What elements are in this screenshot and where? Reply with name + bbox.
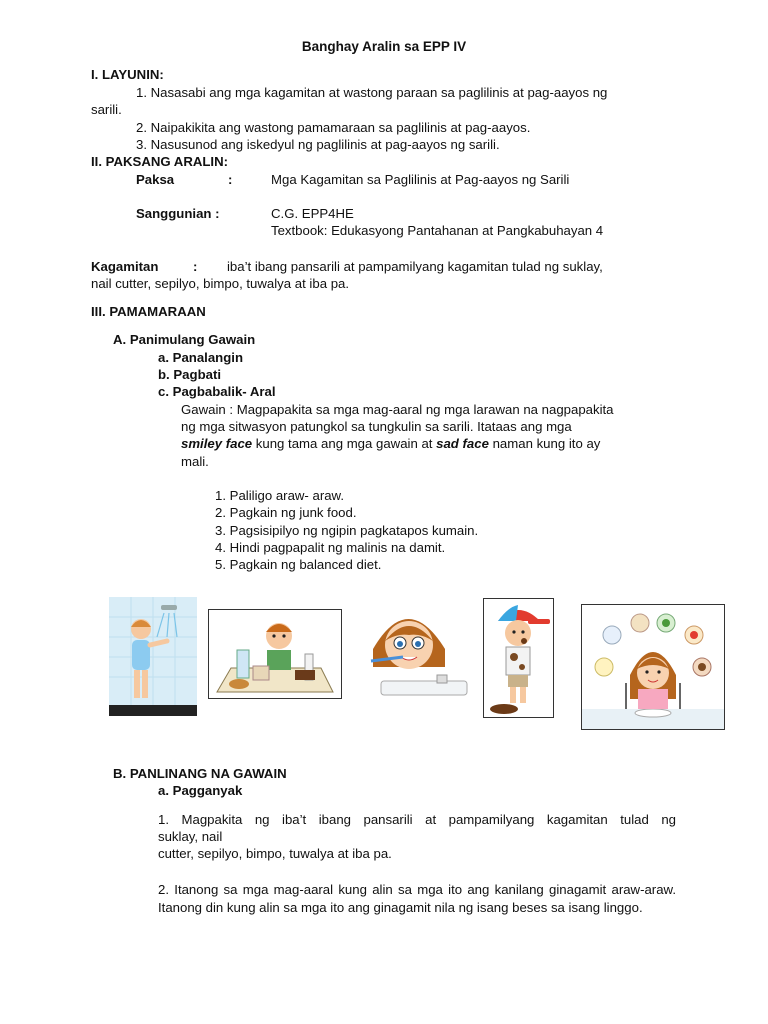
girl-brushing-teeth-icon [345,601,472,705]
child-eating-junk-food-icon [208,609,342,699]
panimulang-gawain-heading: A. Panimulang Gawain [113,332,256,347]
layunin-item-3: 3. Nasusunod ang iskedyul ng paglilinis at pag-aayos ng sarili. [136,137,500,152]
panimulang-item: a. Panalangin [158,350,244,365]
girl-balanced-diet-icon [581,604,725,730]
kagamitan-label: Kagamitan [91,259,159,274]
sanggunian-value-2: Textbook: Edukasyong Pantahanan at Pangkabuhayan 4 [271,223,604,238]
gawain-mid-text: kung tama ang mga gawain at [252,436,437,451]
pagganyak-1-line-3: cutter, sepilyo, bimpo, tuwalya at iba pa. [158,846,392,861]
child-showering-icon [109,597,197,716]
panimulang-item: c. Pagbabalik- Aral [158,384,276,399]
numbered-item: 4. Hindi pagpapalit ng malinis na damit. [215,540,446,555]
boy-dirty-clothes-icon [483,598,554,718]
gawain-line-3 [181,436,600,451]
smiley-face-text: smiley face [181,436,253,451]
kagamitan-colon: : [193,259,198,274]
sanggunian-value-1: C.G. EPP4HE [271,206,354,221]
gawain-line-4: mali. [181,454,209,469]
gawain-line-1: Gawain : Magpapakita sa mga mag-aaral ng mga larawan na nagpapakita [181,402,614,417]
panimulang-item: b. Pagbati [158,367,222,382]
paksa-label: Paksa [136,172,175,187]
sanggunian-label: Sanggunian : [136,206,220,221]
kagamitan-line-2: nail cutter, sepilyo, bimpo, tuwalya at iba pa. [91,276,350,291]
layunin-item-1-line1: 1. Nasasabi ang mga kagamitan at wastong paraan sa paglilinis at pag-aayos ng [136,85,608,100]
sad-face-text: sad face [436,436,489,451]
paksa-colon: : [228,172,233,187]
page-title: Banghay Aralin sa EPP IV [301,39,467,54]
gawain-end-text: naman kung ito ay [488,436,601,451]
pagganyak-2: 2. Itanong sa mga mag-aaral kung alin sa mga ito ang kanilang ginagamit araw-araw. Itanong din kung alin sa mga ito ang ginagamit nila ng isang beses sa isang linggo. [158,882,676,915]
paksang-aralin-heading: II. PAKSANG ARALIN: [91,154,228,169]
layunin-item-2: 2. Naipakikita ang wastong pamamaraan sa paglilinis at pag-aayos. [136,120,531,135]
pagganyak-heading: a. Pagganyak [158,783,243,798]
panlinang-heading: B. PANLINANG NA GAWAIN [113,766,287,781]
numbered-item: 1. Paliligo araw- araw. [215,488,345,503]
pamamaraan-heading: III. PAMAMARAAN [91,304,206,319]
paksa-value: Mga Kagamitan sa Paglilinis at Pag-aayos ng Sarili [271,172,570,187]
kagamitan-line-1: iba’t ibang pansarili at pampamilyang kagamitan tulad ng suklay, [227,259,603,274]
layunin-heading: I. LAYUNIN: [91,67,164,82]
pagganyak-1-line-2: suklay, nail [158,829,223,844]
layunin-item-1-line2: sarili. [91,102,122,117]
numbered-item: 2. Pagkain ng junk food. [215,505,357,520]
numbered-item: 5. Pagkain ng balanced diet. [215,557,382,572]
numbered-item: 3. Pagsisipilyo ng ngipin pagkatapos kumain. [215,523,479,538]
pagganyak-1-line-1: 1. Magpakita ng iba’t ibang pansarili at pampamilyang kagamitan tulad ng [158,812,676,827]
gawain-line-2: ng mga sitwasyon patungkol sa tungkulin sa sarili. Itataas ang mga [181,419,572,434]
